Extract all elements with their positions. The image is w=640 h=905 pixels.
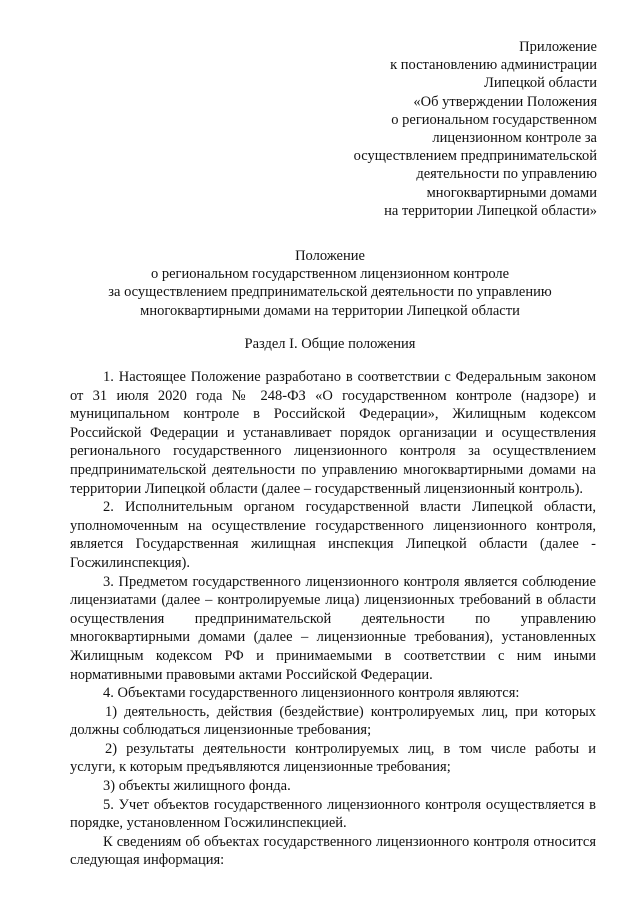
appendix-line: на территории Липецкой области»: [384, 202, 597, 219]
paragraph-1: 1. Настоящее Положение разработано в соответствии с Федеральным законом от 31 июля 2020 года № 248-ФЗ «О государственном контроле (надзоре) и муниципальном контроле в Российской Федерации», Жилищным кодексом Российской Федерации и устанавливает порядок организации и осуществления регионального государственного лицензионного контроля за осуществлением предпринимательской деятельности по управлению многоквартирными домами на территории Липецкой области (далее – государственный лицензионный контроль).: [70, 369, 596, 497]
appendix-line: о региональном государственном: [391, 111, 597, 128]
paragraph-3: 3. Предметом государственного лицензионного контроля является соблюдение лицензиатами (далее – контролируемые лица) лицензионных требований в области осуществления предпринимательской деятельности по управлению многоквартирными домами (далее – лицензионные требования), установленных Жилищным кодексом РФ и принимаемыми в соответствии с ним иными нормативными правовыми актами Российской Федерации.: [70, 573, 596, 683]
document-title: [60, 247, 600, 320]
paragraph-4: 4. Объектами государственного лицензионного контроля являются:: [103, 685, 520, 702]
appendix-line: к постановлению администрации: [390, 57, 597, 74]
appendix-line: «Об утверждении Положения: [413, 93, 597, 110]
paragraph-4-item-1: 1) деятельность, действия (бездействие) контролируемых лиц, при которых должны соблюдаться лицензионные требования;: [70, 703, 596, 739]
title-line: за осуществлением предпринимательской деятельности по управлению: [108, 284, 552, 301]
appendix-line: многоквартирными домами: [426, 184, 597, 201]
appendix-header: [297, 38, 597, 220]
paragraph-6: К сведениям об объектах государственного лицензионного контроля относится следующая информация:: [70, 833, 596, 869]
appendix-line: Липецкой области: [484, 75, 597, 92]
appendix-line: лицензионном контроле за: [432, 130, 597, 147]
section-heading: Раздел I. Общие положения: [244, 336, 416, 352]
document-body: [70, 368, 596, 870]
paragraph-5: 5. Учет объектов государственного лицензионного контроля осуществляется в порядке, установленном Госжилинспекцией.: [70, 796, 596, 832]
title-line: Положение: [295, 248, 365, 264]
paragraph-2: 2. Исполнительным органом государственной власти Липецкой области, уполномоченным на осуществление государственного лицензионного контроля, является Государственная жилищная инспекция Липецкой области (далее - Госжилинспекция).: [70, 499, 596, 571]
appendix-line: осуществлением предпринимательской: [353, 148, 597, 165]
appendix-line: деятельности по управлению: [416, 166, 597, 183]
appendix-line: Приложение: [519, 39, 597, 55]
title-line: о региональном государственном лицензионном контроле: [150, 266, 510, 283]
paragraph-4-item-3: 3) объекты жилищного фонда.: [103, 778, 291, 795]
paragraph-4-item-2: 2) результаты деятельности контролируемых лиц, в том числе работы и услуги, к которым предъявляются лицензионные требования;: [70, 740, 596, 776]
title-line: многоквартирными домами на территории Липецкой области: [140, 302, 520, 319]
